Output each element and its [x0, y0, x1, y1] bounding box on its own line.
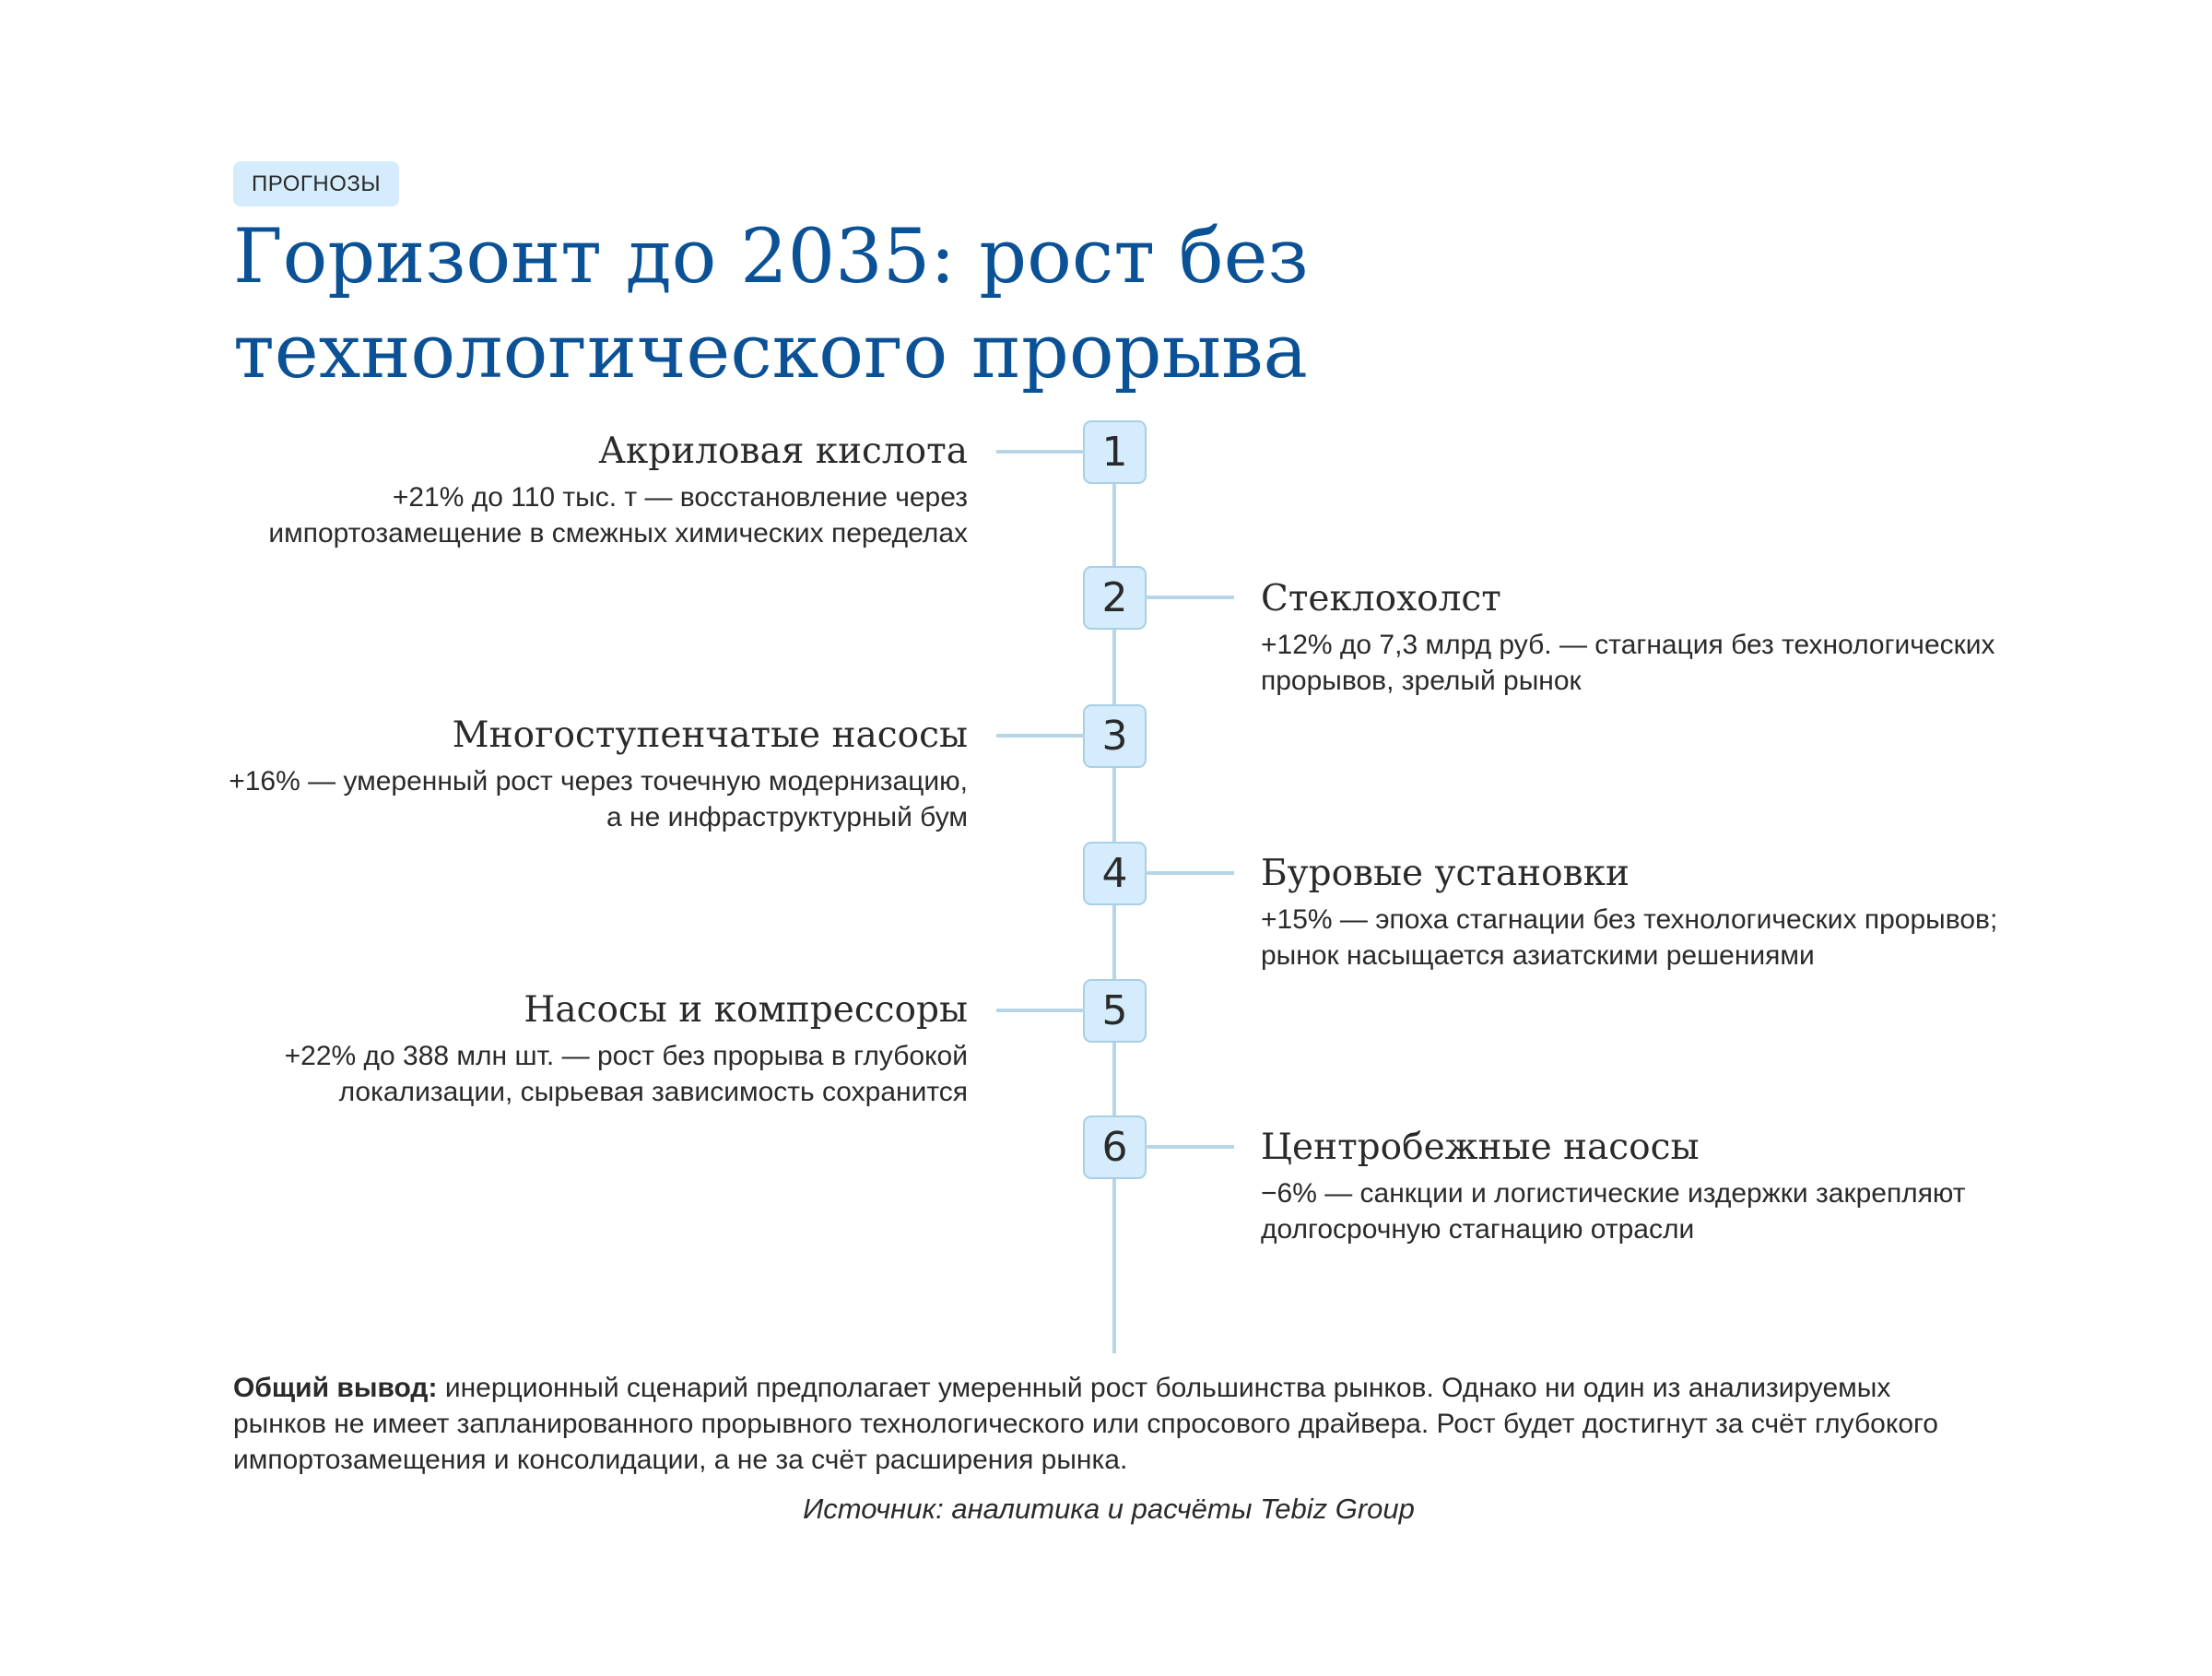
timeline-connector-6	[1146, 1145, 1234, 1149]
item-title: Буровые установки	[1261, 853, 1630, 894]
timeline-item-4	[1261, 850, 2007, 974]
timeline-connector-2	[1146, 596, 1234, 599]
timeline-node-4: 4	[1083, 842, 1147, 905]
timeline-node-2: 2	[1083, 566, 1147, 630]
summary-label: Общий вывод:	[233, 1373, 438, 1403]
item-title: Насосы и компрессоры	[524, 989, 968, 1031]
item-title: Центробежные насосы	[1261, 1127, 1700, 1168]
summary-body: инерционный сценарий предполагает умеренный рост большинства рынков. Однако ни один из анализируемых рынков не имеет запланированного прорывного технологического или спросового драйвера. Рост будет достигнут за счёт глубокого импортозамещения и консолидации, а не за счёт расширения рынка.	[233, 1373, 1938, 1475]
timeline-node-3: 3	[1083, 704, 1147, 768]
timeline-node-5: 5	[1083, 979, 1147, 1043]
timeline-connector-3	[996, 734, 1085, 738]
timeline-item-1	[221, 428, 968, 551]
timeline-connector-5	[996, 1009, 1085, 1012]
timeline-connector-4	[1146, 871, 1234, 875]
item-title: Многоступенчатые насосы	[452, 714, 968, 756]
timeline-item-2	[1261, 575, 2007, 699]
timeline-item-6	[1261, 1124, 2007, 1247]
item-description: +12% до 7,3 млрд руб. — стагнация без технологических прорывов, зрелый рынок	[1261, 630, 1995, 696]
summary-text	[233, 1370, 1984, 1478]
item-description: +21% до 110 тыс. т — восстановление через импортозамещение в смежных химических переделах	[268, 482, 968, 549]
item-title: Акриловая кислота	[598, 431, 968, 472]
source-note: Источник: аналитика и расчёты Tebiz Group	[803, 1493, 1415, 1525]
timeline-item-3	[221, 712, 968, 835]
timeline-item-5	[221, 986, 968, 1110]
page-title: Горизонт до 2035: рост без технологического прорыва	[233, 214, 1309, 395]
item-title: Стеклохолст	[1261, 578, 1501, 620]
item-description: +22% до 388 млн шт. — рост без прорыва в глубокой локализации, сырьевая зависимость сохранится	[284, 1041, 968, 1107]
item-description: −6% — санкции и логистические издержки закрепляют долгосрочную стагнацию отрасли	[1261, 1178, 1966, 1245]
timeline-node-1: 1	[1083, 420, 1147, 484]
item-description: +16% — умеренный рост через точечную модернизацию, а не инфраструктурный бум	[229, 766, 968, 832]
timeline-node-6: 6	[1083, 1115, 1147, 1179]
timeline-connector-1	[996, 450, 1085, 454]
item-description: +15% — эпоха стагнации без технологических прорывов; рынок насыщается азиатскими решениями	[1261, 904, 1998, 971]
category-tag: ПРОГНОЗЫ	[233, 161, 399, 207]
